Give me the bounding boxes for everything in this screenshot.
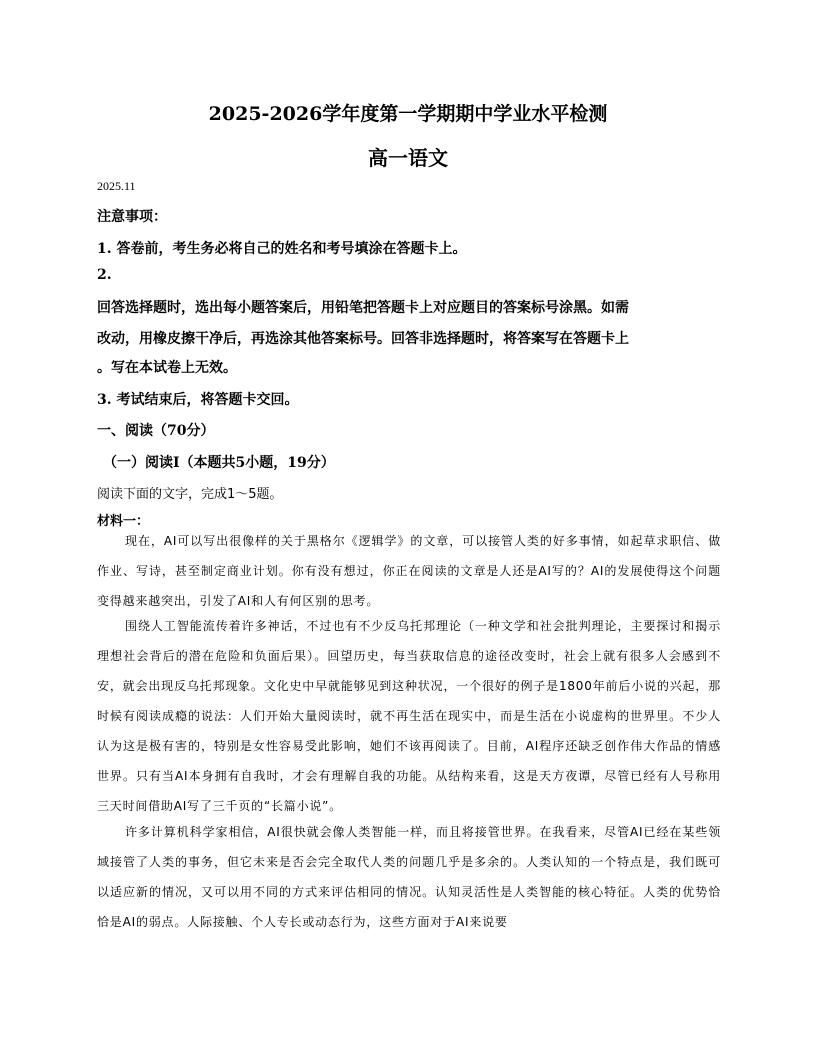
material-paragraph: 许多计算机科学家相信，AI很快就会像人类智能一样，而且将接管世界。在我看来，尽管AI已经在某些领域接管了人类的事务，但它未来是否会完全取代人类的问题几乎是多余的。人类认知的一个特点是，我们既可以适应新的情况，又可以用不同的方式来评估相同的情况。认知灵活性是人类智能的核心特征。人类的优势恰恰是AI的弱点。人际接触、个人专长或动态行为，这些方面对于AI来说要 [97, 825, 721, 929]
section-heading: 一、阅读（70分） [97, 423, 215, 439]
reading-instruction: 阅读下面的文字，完成1～5题。 [97, 487, 283, 502]
material-label: 材料一： [97, 514, 150, 529]
exam-date: 2025.11 [97, 179, 136, 193]
material-paragraph: 围绕人工智能流传着许多神话，不过也有不少反乌托邦理论（一种文学和社会批判理论，主要探讨和揭示理想社会背后的潜在危险和负面后果）。回望历史，每当获取信息的途径改变时，社会上就有很多人会感到不安，就会出现反乌托邦现象。文化史中早就能够见到这种状况，一个很好的例子是1800年前后小说的兴起，那时候有阅读成瘾的说法：人们开始大量阅读时，就不再生活在现实中，而是生活在小说虚构的世界里。不少人认为这是极有害的，特别是女性容易受此影响，她们不该再阅读了。目前，AI程序还缺乏创作伟大作品的情感世界。只有当AI本身拥有自我时，才会有理解自我的功能。从结构来看，这是天方夜谭，尽管已经有人号称用三天时间借助AI写了三千页的“长篇小说”。 [97, 619, 721, 813]
notice-heading: 注意事项： [97, 209, 167, 225]
subject-title: 高一语文 [368, 146, 448, 170]
notice-item-3: 3. 考试结束后，将答题卡交回。 [97, 392, 299, 408]
material-paragraph: 现在，AI可以写出很像样的关于黑格尔《逻辑学》的文章，可以接管人类的好多事情，如起草求职信、做作业、写诗，甚至制定商业计划。你有没有想过，你正在阅读的文章是人还是AI写的？AI的发展使得这个问题变得越来越突出，引发了AI和人有何区别的思考。 [97, 534, 721, 608]
exam-title: 2025-2026学年度第一学期期中学业水平检测 [208, 103, 608, 125]
notice-item-2-line-1: 回答选择题时，选出每小题答案后，用铅笔把答题卡上对应题目的答案标号涂黑。如需 [97, 300, 629, 316]
subsection-heading: （一）阅读Ⅰ（本题共5小题，19分） [103, 455, 335, 471]
notice-item-2-line-2: 改动，用橡皮擦干净后，再选涂其他答案标号。回答非选择题时，将答案写在答题卡上 [97, 331, 629, 347]
notice-item-2-line-3: 。写在本试卷上无效。 [97, 360, 237, 376]
notice-item-2-number: 2. [97, 267, 112, 283]
notice-item-1: 1. 答卷前，考生务必将自己的姓名和考号填涂在答题卡上。 [97, 241, 467, 257]
